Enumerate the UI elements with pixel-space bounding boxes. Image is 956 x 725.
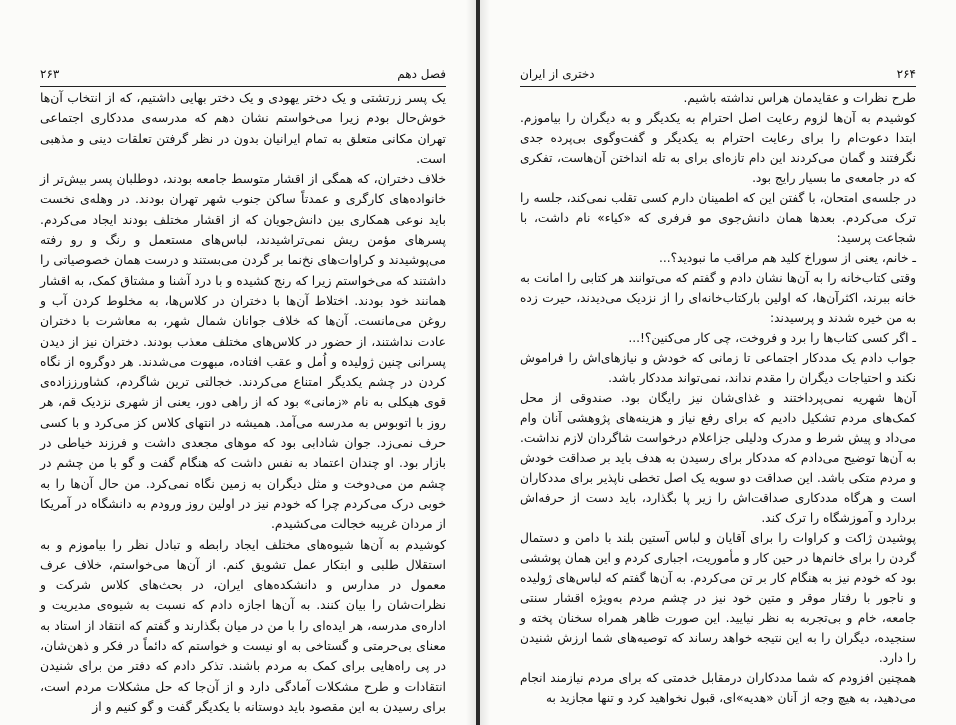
chapter-title: فصل دهم — [397, 67, 446, 81]
page-edge-shadow — [466, 0, 476, 725]
paragraph: خلاف دختران، که همگی از اقشار متوسط جامعه بودند، دوطلبان پسر بیش‌تر از خانواده‌های کارگری و عمدتاً ساکن جنوب شهر تهران بودند. در وهله‌ی نخست باید نوعی همکاری بین دانش‌جویان که از اقشار مختلف بودند ایجاد می‌کردم. پسرهای مؤمن ریش نمی‌تراشیدند، لباس‌های مستعمل و رنگ و رو رفته می‌پوشیدند و کراوات‌های نخ‌نما بر گردن می‌بستند و درست همان خصوصیاتی را داشتند که می‌خواستم زیرا که رنج کشیده و با درد آشنا و مشتاق کمک، به اقشار همانند خود بودند. اختلاط آن‌ها با دختران در کلاس‌ها، به مخلوط کردن آب و روغن می‌مانست. آن‌ها که خلاف جوانان شمال شهر، به معاشرت با دختران عادت نداشتند، از حضور در کلاس‌های مختلف معذب بودند. دختران نیز از دیدن پسرانی چنین ژولیده و اُمل و عقب افتاده، مبهوت می‌شدند. هر دوگروه از نگاه کردن در چشم یکدیگر امتناع می‌کردند. خجالتی ترین شاگردم، کشاورززاده‌ی قوی هیکلی به نام «زمانی» بود که از راهی دور، یعنی از شهری نزدیک قم، هر روز با اتوبوس به مدرسه می‌آمد. همیشه در انتهای کلاس کز می‌کرد و با کسی حرف نمی‌زد. جوان شادابی بود که موهای مجعدی داشت و فرزند خیاطی در بازار بود. او چندان اعتماد به نفس داشت که هنگام گفت و گو با من چشم در چشم من می‌دوخت و مثل دیگران به زمین نگاه نمی‌کرد. من حال آن‌ها را به خوبی درک می‌کردم چرا که خودم نیز در اولین روز ورودم به دانشگاه در آمریکا از مردان غریبه خجالت می‌کشیدم. — [40, 171, 446, 532]
page-number: ۲۶۳ — [40, 67, 60, 81]
running-title: دختری از ایران — [520, 67, 595, 81]
paragraph: کوشیدم به آن‌ها شیوه‌های مختلف ایجاد رابطه و تبادل نظر را بیاموزم و به استقلال طلبی و ابتکار عمل تشویق کنم. از آن‌ها می‌خواستم، خلاف عرف معمول در مدارس و دانشکده‌های ایران، در بحث‌های کلاس شرکت و نظرات‌شان را بیان کنند. به آن‌ها اجازه دادم که نسبت به شیوه‌ی مدیریت و اداره‌ی مدرسه، هر ایده‌ای را با من در میان بگذارند و گفتم که انتقاد از استاد به معنای بی‌حرمتی و گستاخی به او نیست و خواستم که دائماً در فکر و ذهن‌شان، در پی راه‌هایی برای کمک به مردم باشند. تذکر دادم که دفتر من برای شنیدن انتقادات و طرح مشکلات آمادگی دارد و از آن‌جا که حل مشکلات مردم است، برای رسیدن به این مقصود باید دوستانه با یکدیگر گفت و گو کنیم و از — [40, 536, 446, 714]
paragraph: در جلسه‌ی امتحان، با گفتن این که اطمینان دارم کسی تقلب نمی‌کند، جلسه را ترک می‌کردم. بعدها همان دانش‌جوی مو فرفری که «کیاء» نام داشت، با شجاعت پرسید: — [520, 191, 916, 245]
left-page-body — [40, 88, 446, 721]
page-number: ۲۶۴ — [896, 67, 916, 81]
paragraph: جواب دادم یک مددکار اجتماعی تا زمانی که خودش و نیازهای‌اش را فراموش نکند و احتیاجات دیگران را مقدم نداند، نمی‌تواند مددکار باشد. — [520, 351, 916, 385]
right-page-body — [520, 88, 916, 721]
dialogue-line: ـ اگر کسی کتاب‌ها را برد و فروخت، چی کار می‌کنین؟!... — [628, 331, 916, 345]
paragraph: همچنین افزودم که شما مددکاران درمقابل خدمتی که برای مردم‌ نیازمند انجام می‌دهید، به هیچ وجه از آنان «هدیه»ای، قبول نخواهید کرد و تنها مجازید به — [520, 671, 916, 705]
paragraph: کوشیدم به آن‌ها لزوم رعایت اصل احترام به یکدیگر و به دیگران را بیاموزم. ابتدا دعوت‌ام را برای رعایت احترام به یکدیگر و گفت‌وگوی بی‌پرده جدی نگرفتند و گمان می‌کردند این دام تازه‌ای برای به تله انداختن آن‌هاست، تفکری که در جامعه‌ی ما بسیار رایج بود. — [520, 111, 916, 185]
paragraph: یک پسر زرتشتی و یک دختر یهودی و یک دختر بهایی داشتیم، که از انتخاب آن‌ها خوش‌حال بودم زیرا می‌خواستم نشان دهم که مدرسه‌ی مددکاری اجتماعی تهران مکانی متعلق به تمام ایرانیان بدون در نظر گرفتن تعلقات دینی و مذهبی است. — [40, 90, 446, 166]
paragraph: آن‌ها شهریه نمی‌پرداختند و غذای‌شان نیز رایگان بود. صندوقی از محل کمک‌های مردم تشکیل دادیم که برای رفع نیاز و هزینه‌های پژوهشی آنان وام می‌داد و پیش شرط و مدرک ودلیلی جزاعلام درخواست شاگردان لازم نداشت. به آن‌ها توضیح می‌دادم که مددکار برای رسیدن به هدف باید بر صداقت خودش و مردم متکی باشد. این صداقت دو سویه یک اصل تخطی ناپذیر برای مددکاران است و هرگاه مددکاری صداقت‌اش را زیر پا بگذارد، باید دست از حرفه‌اش بردارد و آموزشگاه را ترک کند. — [520, 391, 916, 525]
page-edge-shadow — [480, 0, 490, 725]
right-page — [480, 0, 956, 725]
paragraph: وقتی کتاب‌خانه را به آن‌ها نشان دادم و گفتم که می‌توانند هر کتابی را امانت به خانه ببرند، اکثرآن‌ها، که اولین بارکتاب‌خانه‌ای را از نزدیک می‌دیدند، حیرت زده به من خیره شدند و پرسیدند: — [520, 271, 916, 325]
paragraph: پوشیدن ژاکت و کراوات را برای آقایان و لباس آستین بلند با دامن و دستمال گردن را برای خانم‌ها در حین کار و مأموریت، اجباری کردم و این همان پوششی بود که خودم نیز به هنگام کار بر تن می‌کردم. به آن‌ها گفتم که لباس‌های ژولیده و ناجور با رفتار موقر و متین خود نیز در چشم مردم به‌ویژه اقشار سنتی جامعه، خام و بی‌تجربه به نظر نیایید. این صورت ظاهر همراه سخنان پخته و سنجیده، دیگران را به این نتیجه خواهد رساند که توصیه‌های شما ارزش شنیدن را دارد. — [520, 531, 916, 665]
left-page — [0, 0, 476, 725]
left-page-header — [40, 64, 446, 87]
right-page-header — [520, 64, 916, 87]
dialogue-line: ـ خانم، یعنی از سوراخ کلید هم مراقب ما نبودید؟... — [659, 251, 916, 265]
paragraph: طرح نظرات و عقایدمان هراس نداشته باشیم. — [683, 91, 916, 105]
